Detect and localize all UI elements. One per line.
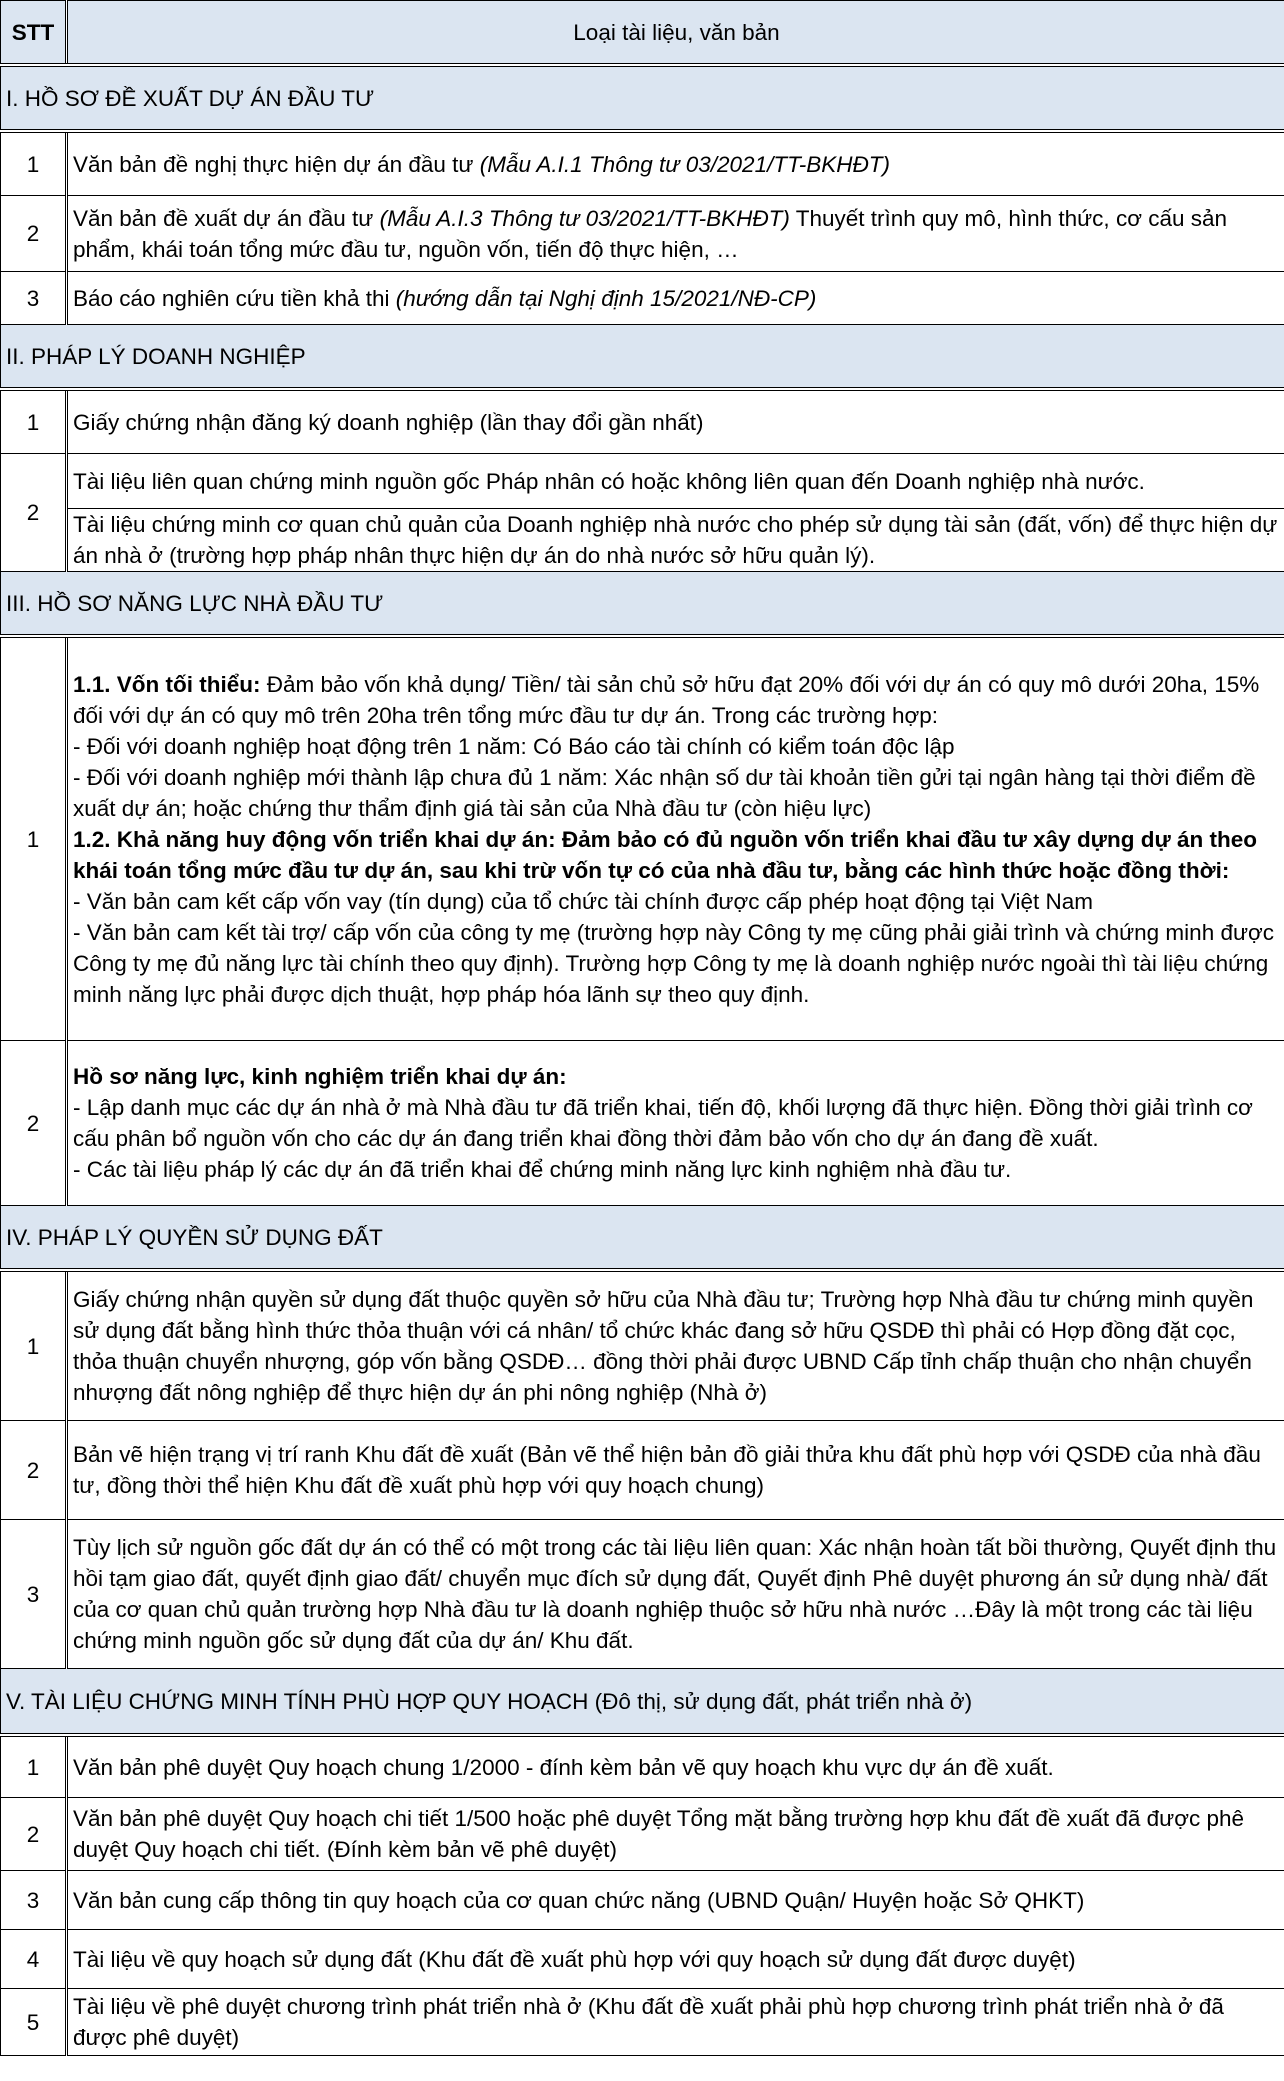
- table-row: [1, 1520, 1284, 1669]
- table-row: [1, 1871, 1284, 1930]
- table-header: [1, 1, 1284, 66]
- section-title-2: II. PHÁP LÝ DOANH NGHIỆP: [1, 325, 1284, 390]
- section-title-1: I. HỒ SƠ ĐỀ XUẤT DỰ ÁN ĐẦU TƯ: [1, 65, 1284, 131]
- row-number: 2: [1, 1421, 67, 1520]
- row-number: 2: [1, 1798, 67, 1871]
- table-row: [1, 509, 1284, 572]
- row-number: 2: [1, 454, 67, 572]
- row-content: Văn bản cung cấp thông tin quy hoạch của cơ quan chức năng (UBND Quận/ Huyện hoặc Sở QHKT): [67, 1871, 1284, 1930]
- row-number: 4: [1, 1930, 67, 1989]
- row-number: 1: [1, 636, 67, 1041]
- row-number: 3: [1, 1520, 67, 1669]
- section-row: [1, 1669, 1284, 1736]
- header-stt: STT: [1, 1, 67, 66]
- row-content: Bản vẽ hiện trạng vị trí ranh Khu đất đề xuất (Bản vẽ thể hiện bản đồ giải thửa khu đất phù hợp với QSDĐ của nhà đầu tư, đồng thời thể hiện Khu đất đề xuất phù hợp với quy hoạch chung): [67, 1421, 1284, 1520]
- table-row: [1, 1041, 1284, 1206]
- section-title-3: III. HỒ SƠ NĂNG LỰC NHÀ ĐẦU TƯ: [1, 572, 1284, 637]
- row-number: 1: [1, 131, 67, 196]
- table-row: [1, 272, 1284, 325]
- row-number: 1: [1, 389, 67, 454]
- row-content: Văn bản phê duyệt Quy hoạch chi tiết 1/500 hoặc phê duyệt Tổng mặt bằng trường hợp khu đất đề xuất đã được phê duyệt Quy hoạch chi tiết. (Đính kèm bản vẽ phê duyệt): [67, 1798, 1284, 1871]
- row-content: 1.1. Vốn tối thiểu: Đảm bảo vốn khả dụng/ Tiền/ tài sản chủ sở hữu đạt 20% đối với dự án có quy mô dưới 20ha, 15% đối với dự án có quy mô trên 20ha trên tổng mức đầu tư dự án. Trong các trường hợp: - Đối với doanh nghiệp hoạt động trên 1 năm: Có Báo cáo tài chính có kiểm toán độc lập - Đối với doanh nghiệp mới thành lập chưa đủ 1 năm: Xác nhận số dư tài khoản tiền gửi tại ngân hàng tại thời điểm đề xuất dự án; hoặc chứng thư thẩm định giá tài sản của Nhà đầu tư (còn hiệu lực) 1.2. Khả năng huy động vốn triển khai dự án: Đảm bảo có đủ nguồn vốn triển khai đầu tư xây dựng dự án theo khái toán tổng mức đầu tư dự án, sau khi trừ vốn tự có của nhà đầu tư, bằng các hình thức hoặc đồng thời: - Văn bản cam kết cấp vốn vay (tín dụng) của tổ chức tài chính được cấp phép hoạt động tại Việt Nam - Văn bản cam kết tài trợ/ cấp vốn của công ty mẹ (trường hợp này Công ty mẹ cũng phải giải trình và chứng minh được Công ty mẹ đủ năng lực tài chính theo quy định). Trường hợp Công ty mẹ là doanh nghiệp nước ngoài thì tài liệu chứng minh năng lực phải được dịch thuật, hợp pháp hóa lãnh sự theo quy định.: [67, 636, 1284, 1041]
- row-content: Tài liệu liên quan chứng minh nguồn gốc Pháp nhân có hoặc không liên quan đến Doanh nghiệp nhà nước.: [67, 454, 1284, 509]
- table-row: [1, 1735, 1284, 1798]
- row-content: Tài liệu về quy hoạch sử dụng đất (Khu đất đề xuất phù hợp với quy hoạch sử dụng đất được duyệt): [67, 1930, 1284, 1989]
- table-row: [1, 1270, 1284, 1421]
- row-content: Giấy chứng nhận đăng ký doanh nghiệp (lần thay đổi gần nhất): [67, 389, 1284, 454]
- row-number: 2: [1, 1041, 67, 1206]
- table-row: [1, 1421, 1284, 1520]
- row-number: 3: [1, 1871, 67, 1930]
- row-content: Văn bản đề nghị thực hiện dự án đầu tư (Mẫu A.I.1 Thông tư 03/2021/TT-BKHĐT): [67, 131, 1284, 196]
- row-content: Tùy lịch sử nguồn gốc đất dự án có thể có một trong các tài liệu liên quan: Xác nhận hoàn tất bồi thường, Quyết định thu hồi tạm giao đất, quyết định giao đất/ chuyển mục đích sử dụng đất, Quyết định Phê duyệt phương án sử dụng nhà/ đất của cơ quan chủ quản trường hợp Nhà đầu tư là doanh nghiệp thuộc sở hữu nhà nước …Đây là một trong các tài liệu chứng minh nguồn gốc sử dụng đất của dự án/ Khu đất.: [67, 1520, 1284, 1669]
- row-content: Tài liệu chứng minh cơ quan chủ quản của Doanh nghiệp nhà nước cho phép sử dụng tài sản (đất, vốn) để thực hiện dự án nhà ở (trường hợp pháp nhân thực hiện dự án do nhà nước sở hữu quản lý).: [67, 509, 1284, 572]
- row-content: Tài liệu về phê duyệt chương trình phát triển nhà ở (Khu đất đề xuất phải phù hợp chương trình phát triển nhà ở đã được phê duyệt): [67, 1989, 1284, 2056]
- table-row: [1, 1989, 1284, 2056]
- row-number: 1: [1, 1270, 67, 1421]
- section-row: [1, 1206, 1284, 1271]
- table-row: [1, 636, 1284, 1041]
- row-number: 5: [1, 1989, 67, 2056]
- section-title-4: IV. PHÁP LÝ QUYỀN SỬ DỤNG ĐẤT: [1, 1206, 1284, 1271]
- table-row: [1, 389, 1284, 454]
- section-row: [1, 572, 1284, 637]
- table-row: [1, 131, 1284, 196]
- row-content: Hồ sơ năng lực, kinh nghiệm triển khai dự án: - Lập danh mục các dự án nhà ở mà Nhà đầu tư đã triển khai, tiến độ, khối lượng đã thực hiện. Đồng thời giải trình cơ cấu phân bổ nguồn vốn cho các dự án đang triển khai đồng thời đảm bảo vốn cho dự án đang đề xuất. - Các tài liệu pháp lý các dự án đã triển khai để chứng minh năng lực kinh nghiệm nhà đầu tư.: [67, 1041, 1284, 1206]
- table-row: [1, 454, 1284, 509]
- header-title: Loại tài liệu, văn bản: [67, 1, 1284, 66]
- table-row: [1, 1798, 1284, 1871]
- row-number: 2: [1, 196, 67, 272]
- section-row: [1, 325, 1284, 390]
- table-row: [1, 1930, 1284, 1989]
- row-number: 1: [1, 1735, 67, 1798]
- row-content: Giấy chứng nhận quyền sử dụng đất thuộc quyền sở hữu của Nhà đầu tư; Trường hợp Nhà đầu tư chứng minh quyền sử dụng đất bằng hình thức thỏa thuận với cá nhân/ tổ chức khác đang sở hữu QSDĐ thì phải có Hợp đồng đặt cọc, thỏa thuận chuyển nhượng, góp vốn bằng QSDĐ… đồng thời phải được UBND Cấp tỉnh chấp thuận cho nhận chuyển nhượng đất nông nghiệp để thực hiện dự án phi nông nghiệp (Nhà ở): [67, 1270, 1284, 1421]
- section-row: [1, 65, 1284, 131]
- table-row: [1, 196, 1284, 272]
- row-content: Văn bản đề xuất dự án đầu tư (Mẫu A.I.3 Thông tư 03/2021/TT-BKHĐT) Thuyết trình quy mô, hình thức, cơ cấu sản phẩm, khái toán tổng mức đầu tư, nguồn vốn, tiến độ thực hiện, …: [67, 196, 1284, 272]
- row-number: 3: [1, 272, 67, 325]
- section-title-5: V. TÀI LIỆU CHỨNG MINH TÍNH PHÙ HỢP QUY HOẠCH (Đô thị, sử dụng đất, phát triển nhà ở): [1, 1669, 1284, 1736]
- row-content: Văn bản phê duyệt Quy hoạch chung 1/2000 - đính kèm bản vẽ quy hoạch khu vực dự án đề xuất.: [67, 1735, 1284, 1798]
- row-content: Báo cáo nghiên cứu tiền khả thi (hướng dẫn tại Nghị định 15/2021/NĐ-CP): [67, 272, 1284, 325]
